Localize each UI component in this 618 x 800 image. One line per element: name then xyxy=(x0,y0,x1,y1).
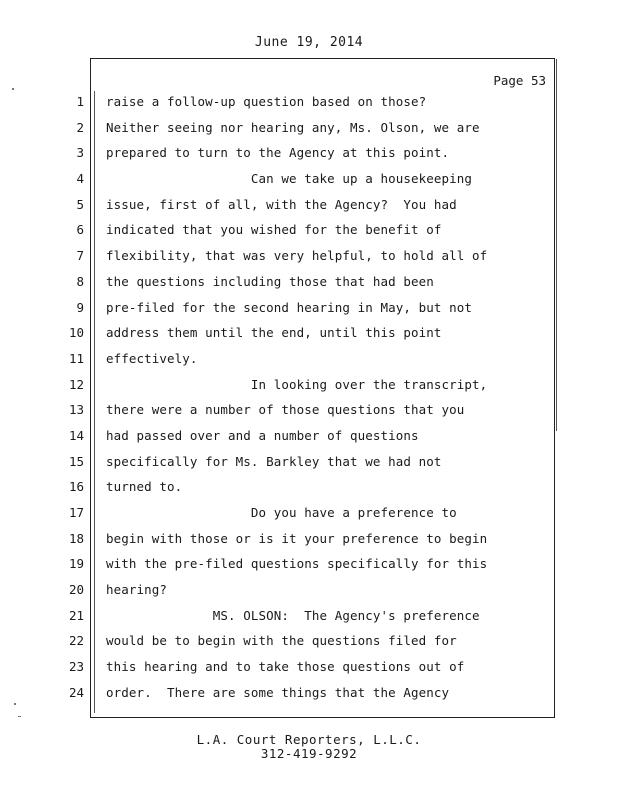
transcript-line: address them until the end, until this point xyxy=(106,325,442,341)
line-number: 20 xyxy=(68,582,84,598)
transcript-line: pre-filed for the second hearing in May, but not xyxy=(106,299,473,315)
transcript-line: raise a follow-up question based on those? xyxy=(106,94,427,109)
line-number: 24 xyxy=(68,684,84,700)
line-number: 19 xyxy=(68,556,84,572)
transcript-line: hearing? xyxy=(106,582,168,598)
transcript-text-column xyxy=(106,93,551,710)
frame-inner-right-rule xyxy=(556,59,557,431)
line-number: 22 xyxy=(68,633,84,649)
line-number: 14 xyxy=(68,427,84,443)
transcript-line: issue, first of all, with the Agency? You had xyxy=(106,196,457,212)
line-number-column xyxy=(52,93,84,710)
transcript-line: the questions including those that had been xyxy=(106,273,434,289)
footer-company: L.A. Court Reporters, L.L.C. xyxy=(196,732,422,747)
footer-phone: 312-419-9292 xyxy=(260,746,358,761)
line-number: 7 xyxy=(76,248,84,264)
line-number: 6 xyxy=(76,222,84,238)
transcript-line: would be to begin with the questions filed for xyxy=(106,633,457,649)
line-number: 1 xyxy=(76,94,84,109)
line-number: 15 xyxy=(68,453,84,469)
transcript-line: had passed over and a number of questions xyxy=(106,427,419,443)
transcript-line: Can we take up a housekeeping xyxy=(106,171,473,187)
line-number: 16 xyxy=(68,479,84,495)
scan-speck xyxy=(18,716,21,717)
transcript-line: order. There are some things that the Agency xyxy=(106,684,450,700)
line-number: 21 xyxy=(68,607,84,623)
page-number: Page 53 xyxy=(493,73,546,88)
transcript-line: with the pre-filed questions specifically for this xyxy=(106,556,488,572)
frame-inner-left-rule xyxy=(94,91,95,713)
line-number: 10 xyxy=(68,325,84,341)
transcript-line: indicated that you wished for the benefit of xyxy=(106,222,442,238)
line-number: 2 xyxy=(76,119,84,135)
line-number: 8 xyxy=(76,273,84,289)
line-number: 23 xyxy=(68,659,84,675)
scan-speck xyxy=(14,703,16,705)
transcript-line: prepared to turn to the Agency at this point. xyxy=(106,145,450,161)
transcript-line: MS. OLSON: The Agency's preference xyxy=(106,607,480,623)
transcript-line: this hearing and to take those questions out of xyxy=(106,659,465,675)
transcript-line: In looking over the transcript, xyxy=(106,376,488,392)
transcript-line: specifically for Ms. Barkley that we had not xyxy=(106,453,442,469)
transcript-line: turned to. xyxy=(106,479,183,495)
header-date: June 19, 2014 xyxy=(254,35,364,50)
line-number: 9 xyxy=(76,299,84,315)
line-number: 4 xyxy=(76,171,84,187)
transcript-line: Do you have a preference to xyxy=(106,505,457,520)
line-number: 3 xyxy=(76,145,84,161)
transcript-line: Neither seeing nor hearing any, Ms. Olson, we are xyxy=(106,119,480,135)
line-number: 11 xyxy=(68,350,84,366)
line-number: 5 xyxy=(76,196,84,212)
scan-speck xyxy=(12,88,14,90)
transcript-line: begin with those or is it your preference to begin xyxy=(106,530,488,546)
line-number: 18 xyxy=(68,530,84,546)
line-number: 12 xyxy=(68,376,84,392)
transcript-line: there were a number of those questions that you xyxy=(106,402,465,418)
transcript-line: flexibility, that was very helpful, to hold all of xyxy=(106,248,488,264)
line-number: 17 xyxy=(68,505,84,520)
transcript-line: effectively. xyxy=(106,350,198,366)
line-number: 13 xyxy=(68,402,84,418)
